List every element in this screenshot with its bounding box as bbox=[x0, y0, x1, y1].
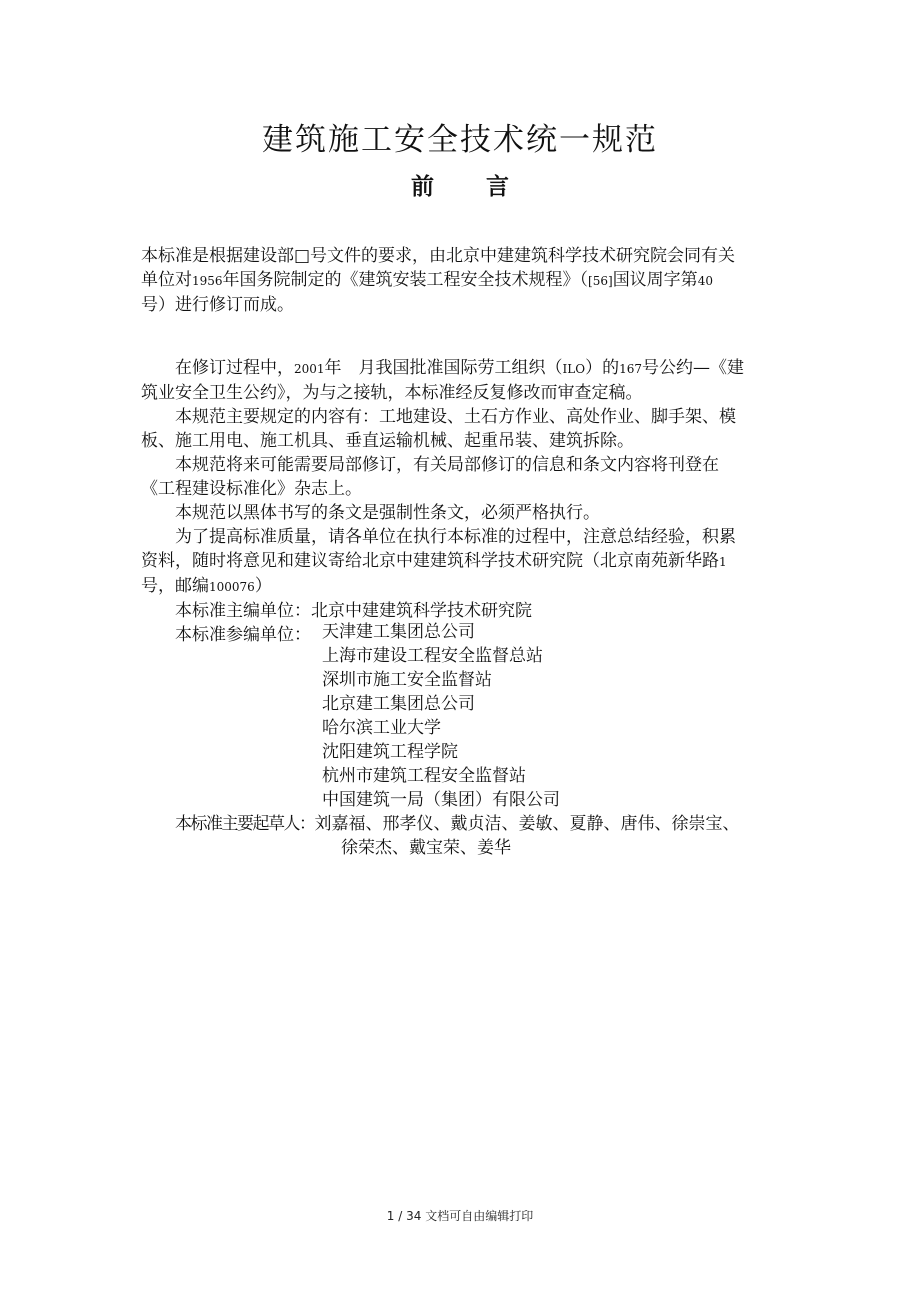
participating-unit: 中国建筑一局（集团）有限公司 bbox=[322, 790, 560, 810]
participating-units-list bbox=[322, 620, 560, 812]
paragraph-scope-line-2: 板、施工用电、施工机具、垂直运输机械、起重吊装、建筑拆除。 bbox=[141, 431, 634, 451]
paragraph-revision-line-2: 筑业安全卫生公约》，为与之接轨，本标准经反复修改而审查定稿。 bbox=[141, 383, 643, 403]
participating-unit: 上海市建设工程安全监督总站 bbox=[322, 646, 543, 666]
participating-unit: 天津建工集团总公司 bbox=[322, 622, 475, 642]
chief-editing-unit: 本标准主编单位：北京中建建筑科学技术研究院 bbox=[175, 601, 532, 621]
page-footer: 1 / 34 文档可自由编辑打印 bbox=[386, 1209, 534, 1223]
intro-line-3: 号）进行修订而成。 bbox=[141, 295, 294, 315]
drafters bbox=[141, 812, 791, 860]
intro-line-1: 本标准是根据建设部□号文件的要求，由北京中建建筑科学技术研究院会同有关 bbox=[141, 246, 736, 266]
paragraph-feedback-line-2: 资料，随时将意见和建议寄给北京中建建筑科学技术研究院（北京南苑新华路1 bbox=[141, 551, 727, 571]
paragraph-feedback-line-3: 号，邮编100076） bbox=[141, 576, 272, 596]
drafters-line-2: 徐荣杰、戴宝荣、姜华 bbox=[341, 838, 511, 858]
paragraph-amend-line-1: 本规范将来可能需要局部修订，有关局部修订的信息和条文内容将刊登在 bbox=[175, 455, 719, 475]
participating-unit: 深圳市施工安全监督站 bbox=[322, 670, 492, 690]
document-title: 建筑施工安全技术统一规范 bbox=[262, 122, 658, 158]
participating-units-label: 本标准参编单位： bbox=[175, 625, 311, 645]
section-heading-char-1: 前 bbox=[411, 174, 434, 200]
participating-unit: 沈阳建筑工程学院 bbox=[322, 742, 458, 762]
paragraph-feedback-line-1: 为了提高标准质量，请各单位在执行本标准的过程中，注意总结经验，积累 bbox=[175, 527, 736, 547]
section-heading bbox=[0, 168, 920, 201]
drafters-label: 本标准主要起草人： bbox=[175, 814, 315, 834]
paragraph-scope-line-1: 本规范主要规定的内容有：工地建设、土石方作业、高处作业、脚手架、模 bbox=[175, 407, 736, 427]
drafters-line-1 bbox=[141, 812, 791, 836]
section-heading-char-2: 言 bbox=[486, 174, 509, 200]
paragraph-mandatory: 本规范以黑体书写的条文是强制性条文，必须严格执行。 bbox=[175, 503, 600, 523]
body-paragraphs bbox=[141, 356, 791, 647]
intro-line-2: 单位对1956年国务院制定的《建筑安装工程安全技术规程》（[56]国议周字第40 bbox=[141, 270, 713, 290]
drafters-names-1: 刘嘉福、邢孝仪、戴贞洁、姜敏、夏静、唐伟、徐崇宝、 bbox=[314, 814, 740, 834]
participating-unit: 北京建工集团总公司 bbox=[322, 694, 475, 714]
participating-unit: 杭州市建筑工程安全监督站 bbox=[322, 766, 526, 786]
paragraph-amend-line-2: 《工程建设标准化》杂志上。 bbox=[141, 479, 362, 499]
paragraph-revision-line-1: 在修订过程中，2001年 月我国批准国际劳工组织（ILO）的167号公约—《建 bbox=[175, 358, 744, 378]
intro-paragraph bbox=[141, 244, 791, 317]
participating-unit: 哈尔滨工业大学 bbox=[322, 718, 441, 738]
